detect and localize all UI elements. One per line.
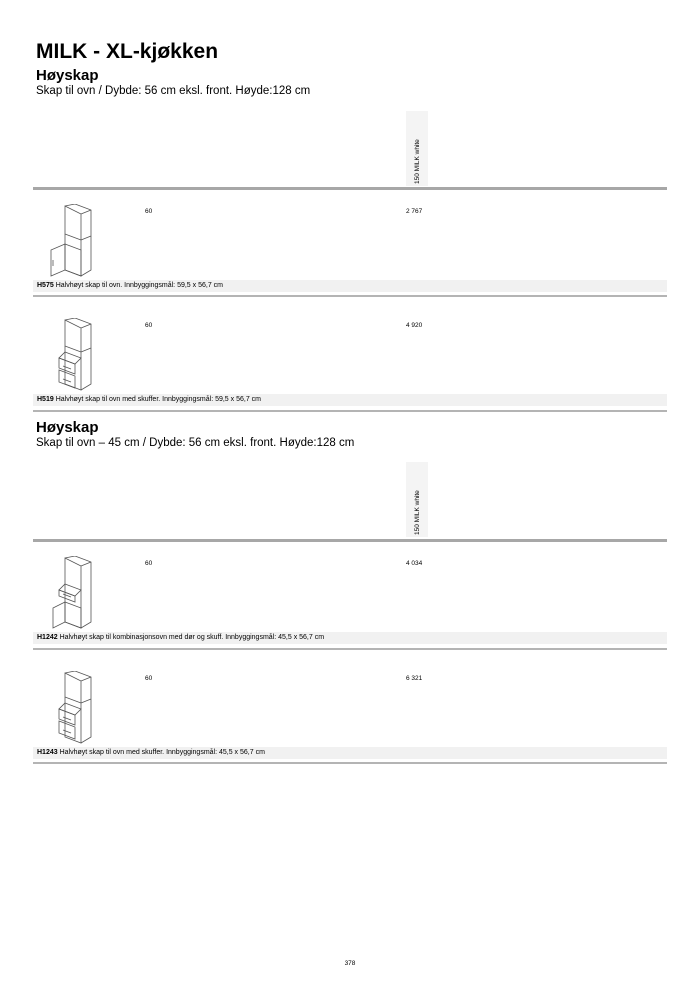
product-price: 4 920 [406, 322, 423, 329]
row-divider [33, 762, 667, 764]
row-divider [33, 410, 667, 412]
section-title: Høyskap [36, 419, 99, 436]
cabinet-oven-drawers-icon [41, 318, 101, 392]
product-code: H1242 [37, 634, 58, 641]
product-price: 2 767 [406, 208, 423, 215]
section-divider [33, 187, 667, 190]
product-price: 6 321 [406, 675, 423, 682]
product-width: 60 [145, 322, 153, 329]
product-width: 60 [145, 208, 153, 215]
column-header [406, 111, 428, 186]
product-description: Halvhøyt skap til ovn. Innbyggingsmål: 59,5 x 56,7 cm [55, 282, 223, 289]
product-description-bar [33, 280, 667, 292]
section-subtitle: Skap til ovn – 45 cm / Dybde: 56 cm eksl. front. Høyde:128 cm [36, 437, 355, 449]
section-title: Høyskap [36, 67, 99, 84]
page-number: 378 [344, 960, 356, 967]
row-divider [33, 295, 667, 297]
product-description-bar [33, 632, 667, 644]
product-description: Halvhøyt skap til ovn med skuffer. Innbyggingsmål: 45,5 x 56,7 cm [59, 749, 265, 756]
product-description: Halvhøyt skap til kombinasjonsovn med dør og skuff. Innbyggingsmål: 45,5 x 56,7 cm [59, 634, 325, 641]
column-header [406, 462, 428, 537]
product-description-bar [33, 747, 667, 759]
cabinet-oven-door-icon [41, 204, 101, 278]
product-width: 60 [145, 560, 153, 567]
product-price: 4 034 [406, 560, 423, 567]
product-code: H575 [37, 282, 54, 289]
page-title: MILK - XL-kjøkken [36, 40, 219, 63]
column-header-label: 150 MILK white [414, 490, 421, 535]
product-code: H1243 [37, 749, 58, 756]
column-header-label: 150 MILK white [414, 139, 421, 184]
product-code: H519 [37, 396, 54, 403]
product-width: 60 [145, 675, 153, 682]
section-subtitle: Skap til ovn / Dybde: 56 cm eksl. front. Høyde:128 cm [36, 85, 311, 97]
product-description: Halvhøyt skap til ovn med skuffer. Innbyggingsmål: 59,5 x 56,7 cm [55, 396, 261, 403]
cabinet-oven-drawers-icon [41, 671, 101, 745]
cabinet-combi-oven-icon [41, 556, 101, 630]
row-divider [33, 648, 667, 650]
section-divider [33, 539, 667, 542]
product-description-bar [33, 394, 667, 406]
